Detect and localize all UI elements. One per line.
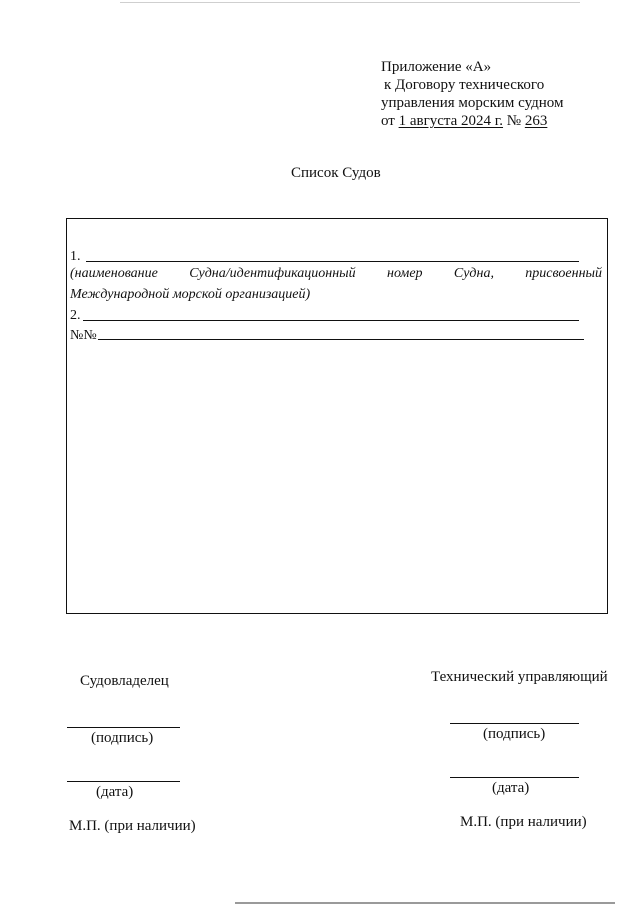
shipowner-role: Судовладелец xyxy=(80,673,169,689)
item2-fill-line[interactable] xyxy=(83,320,579,321)
hint-word: Судна/идентификационный xyxy=(189,266,356,281)
date-prefix: от xyxy=(381,113,395,129)
manager-date-label: (дата) xyxy=(492,780,530,796)
shipowner-signature-label: (подпись) xyxy=(91,730,154,746)
hint-word: присвоенный xyxy=(525,266,602,281)
hint-word: номер xyxy=(387,266,423,281)
numbers-label: №№ xyxy=(70,328,97,343)
shipowner-date-line[interactable] xyxy=(67,781,180,782)
manager-role: Технический управляющий xyxy=(431,669,608,685)
hint-word: Судна, xyxy=(453,266,494,281)
shipowner-signature-line[interactable] xyxy=(67,727,180,728)
hint-word: (наименование xyxy=(70,266,158,281)
item1-fill-line[interactable] xyxy=(86,261,579,262)
appendix-contract-line: к Договору технического xyxy=(384,77,545,93)
contract-date: 1 августа 2024 г. xyxy=(398,113,504,129)
contract-number: 263 xyxy=(524,113,548,129)
shipowner-seal-label: М.П. (при наличии) xyxy=(69,818,196,834)
appendix-contract-subject: управления морским судном xyxy=(381,95,564,111)
numbers-fill-line[interactable] xyxy=(98,339,584,340)
manager-signature-line[interactable] xyxy=(450,723,579,724)
manager-seal-label: М.П. (при наличии) xyxy=(460,814,587,830)
manager-date-line[interactable] xyxy=(450,777,579,778)
appendix-date-line xyxy=(381,112,547,131)
manager-signature-label: (подпись) xyxy=(483,726,546,742)
item1-hint-line2: Международной морской организацией) xyxy=(70,287,311,302)
item2-label: 2. xyxy=(70,308,81,323)
item1-label: 1. xyxy=(70,249,81,264)
item1-hint xyxy=(70,266,602,282)
scan-edge-bottom xyxy=(235,902,615,904)
shipowner-date-label: (дата) xyxy=(96,784,134,800)
page-title: Список Судов xyxy=(291,165,381,181)
appendix-title: Приложение «А» xyxy=(381,59,492,75)
number-prefix: № xyxy=(506,113,522,129)
scan-edge-top xyxy=(120,2,580,3)
